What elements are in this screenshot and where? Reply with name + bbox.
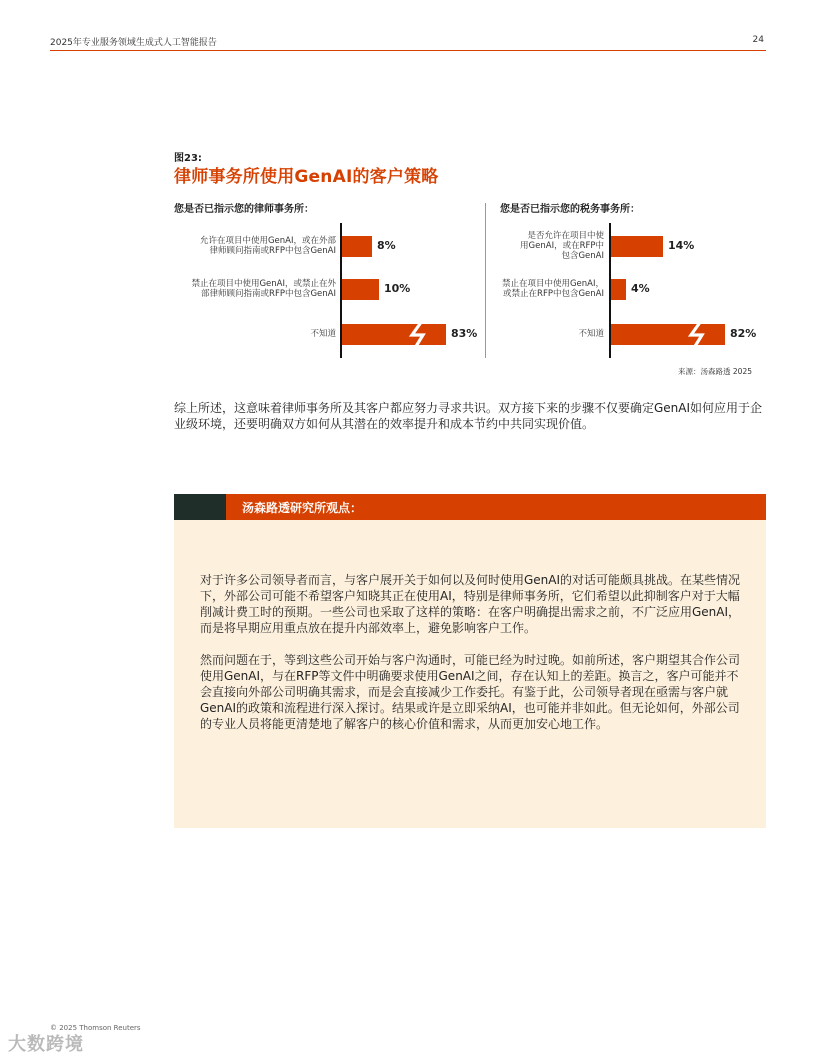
category-label-line: 允许在项目中使用GenAI，或在外部 — [199, 236, 336, 246]
insight-box-body — [200, 572, 742, 748]
insight-box-header-accent — [174, 494, 226, 520]
category-label — [500, 329, 604, 339]
bar-value-label: 8% — [377, 239, 396, 252]
category-label-line: 律师顾问指南或RFP中包含GenAI — [209, 246, 336, 256]
category-label — [500, 279, 604, 299]
chart-panel-law-firms — [174, 200, 478, 360]
bar-value-label: 82% — [730, 327, 757, 340]
figure-label: 图23: — [174, 153, 202, 164]
running-header-title: 2025年专业服务领域生成式人工智能报告 — [50, 38, 217, 48]
category-label — [174, 279, 336, 299]
bar — [342, 236, 372, 257]
insight-paragraph: 然而问题在于，等到这些公司开始与客户沟通时，可能已经为时过晚。如前所述，客户期望其合作公司使用GenAI，与在RFP等文件中明确要求使用GenAI之间，存在认知上的差距。换言之，客户可能并不会直接向外部公司明确其需求，而是会直接减少工作委托。有鉴于此，公司领导者现在亟需与客户就GenAI的政策和流程进行深入探讨。结果或许是立即采纳AI，也可能并非如此。但无论如何，外部公司的专业人员将能更清楚地了解客户的核心价值和需求，从而更加安心地工作。 — [200, 653, 741, 731]
category-label — [500, 231, 604, 261]
insight-paragraph: 对于许多公司领导者而言，与客户展开关于如何以及何时使用GenAI的对话可能颇具挑战。在某些情况下，外部公司可能不希望客户知晓其正在使用AI，特别是律师事务所，它们希望以此抑制客户对于大幅削减计费工时的预期。一些公司也采取了这样的策略：在客户明确提出需求之前，不广泛应用GenAI，而是将早期应用重点放在提升内部效率上，避免影响客户工作。 — [200, 573, 741, 635]
category-label-line: 是否允许在项目中使 — [527, 231, 604, 241]
bar-value-label: 4% — [631, 282, 650, 295]
chart-panel-tax-firms — [500, 200, 766, 360]
figure-title: 律师事务所使用GenAI的客户策略 — [174, 167, 439, 187]
bar-value-label: 14% — [668, 239, 695, 252]
category-label-line: 禁止在项目中使用GenAI， — [501, 279, 604, 289]
copyright: © 2025 Thomson Reuters — [50, 1024, 141, 1032]
bar — [342, 279, 379, 300]
axis-break-icon — [687, 321, 709, 348]
category-label-line: 包含GenAI — [561, 251, 604, 261]
category-label-line: 不知道 — [578, 329, 604, 339]
category-label-line: 不知道 — [310, 329, 336, 339]
bar-value-label: 10% — [384, 282, 411, 295]
insight-box-title: 汤森路透研究所观点： — [242, 501, 363, 515]
chart-title: 您是否已指示您的税务事务所： — [500, 204, 640, 215]
category-label-line: 或禁止在RFP中包含GenAI — [503, 289, 604, 299]
summary-text: 综上所述，这意味着律师事务所及其客户都应努力寻求共识。双方接下来的步骤不仅要确定GenAI如何应用于企业级环境，还要明确双方如何从其潜在的效率提升和成本节约中共同实现价值。 — [174, 401, 763, 431]
panel-divider — [485, 203, 486, 358]
bar — [342, 324, 446, 345]
header-divider — [50, 50, 766, 51]
bar — [611, 236, 663, 257]
bar — [611, 279, 626, 300]
category-label — [174, 236, 336, 256]
page-number: 24 — [752, 35, 764, 45]
summary-paragraph — [174, 400, 766, 432]
axis-break-icon — [408, 321, 430, 348]
chart-source: 来源：汤森路透 2025 — [678, 367, 752, 376]
watermark-logo: 大数跨境 — [8, 1034, 84, 1055]
category-label-line: 用GenAI，或在RFP中 — [520, 241, 604, 251]
category-label — [174, 329, 336, 339]
category-label-line: 禁止在项目中使用GenAI，或禁止在外 — [191, 279, 336, 289]
category-label-line: 部律师顾问指南或RFP中包含GenAI — [201, 289, 336, 299]
chart-title: 您是否已指示您的律师事务所： — [174, 204, 314, 215]
bar-value-label: 83% — [451, 327, 478, 340]
